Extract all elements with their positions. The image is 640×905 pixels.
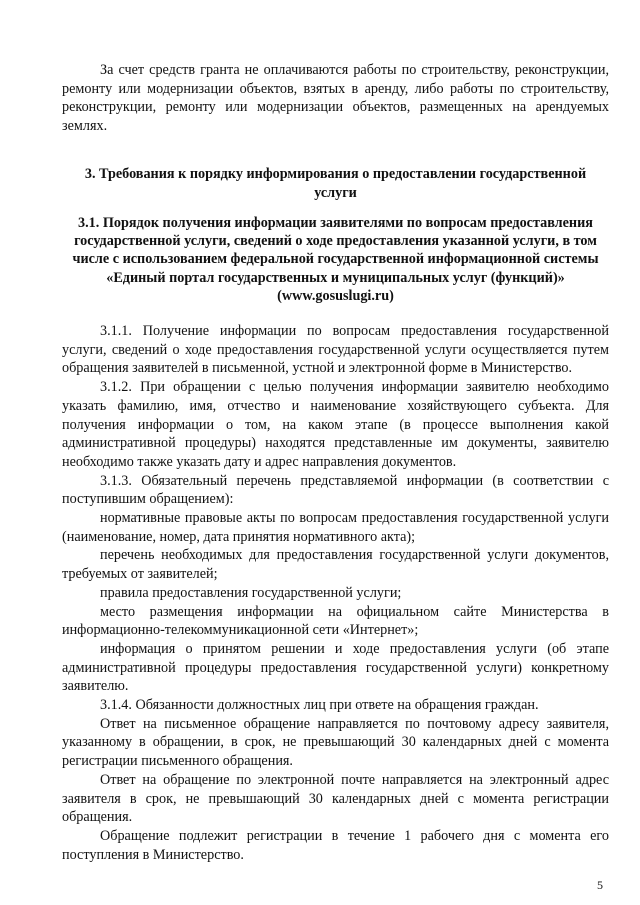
paragraph-registration: Обращение подлежит регистрации в течение 1 рабочего дня с момента его поступления в Министерство. [62,827,609,863]
list-item: перечень необходимых для предоставления государственной услуги документов, требуемых от заявителей; [62,547,609,583]
list-item: нормативные правовые акты по вопросам предоставления государственной услуги (наименование, номер, дата принятия нормативного акта); [62,510,609,545]
paragraph-3-1-4: 3.1.4. Обязанности должностных лиц при ответе на обращения граждан. [100,697,539,714]
page-number: 5 [597,878,603,892]
paragraph-written-reply: Ответ на письменное обращение направляется по почтовому адресу заявителя, указанному в обращении, в срок, не превышающий 30 календарных дней с момента регистрации письменного обращения. [62,715,609,770]
subsection-heading: 3.1. Порядок получения информации заявителями по вопросам предоставления государственной услуги, сведений о ходе предоставления указанной услуги, в том числе с использованием федеральной государственной информационной системы «Единый портал государственных и муниципальных услуг (функций)» (www.gosuslugi.ru) [72,215,599,304]
paragraph-3-1-1: 3.1.1. Получение информации по вопросам предоставления государственной услуги, сведений о ходе предоставления государственной услуги осуществляется путем обращения заявителей в письменной, устной и электронной форме в Министерство. [62,323,609,377]
body-block [62,322,609,864]
paragraph-3-1-2: 3.1.2. При обращении с целью получения информации заявителю необходимо указать фамилию, имя, отчество и наименование хозяйствующего субъекта. Для получения информации о том, на каком этапе (в процессе выполнения какой административной процедуры) находятся представленные им документы, заявителю необходимо также указать дату и адрес направления документов. [62,379,609,470]
intro-block [62,61,609,136]
list-item: правила предоставления государственной услуги; [100,584,402,601]
section-heading: 3. Требования к порядку информирования о предоставлении государственной услуги [84,166,587,201]
list-item: информация о принятом решении и ходе предоставления услуги (об этапе административной процедуры предоставления государственной услуги) конкретному заявителю. [62,640,609,695]
intro-paragraph: За счет средств гранта не оплачиваются работы по строительству, реконструкции, ремонту или модернизации объектов, взятых в аренду, либо работы по строительству, реконструкции, ремонту или модернизации объектов, размещенных на арендуемых землях. [62,62,609,135]
paragraph-email-reply: Ответ на обращение по электронной почте направляется на электронный адрес заявителя в срок, не превышающий 30 календарных дней с момента регистрации обращения. [62,771,609,826]
paragraph-3-1-3: 3.1.3. Обязательный перечень представляемой информации (в соответствии с поступившим обращением): [62,472,609,508]
list-item: место размещения информации на официальном сайте Министерства в информационно-телекоммуникационной сети «Интернет»; [62,603,609,639]
